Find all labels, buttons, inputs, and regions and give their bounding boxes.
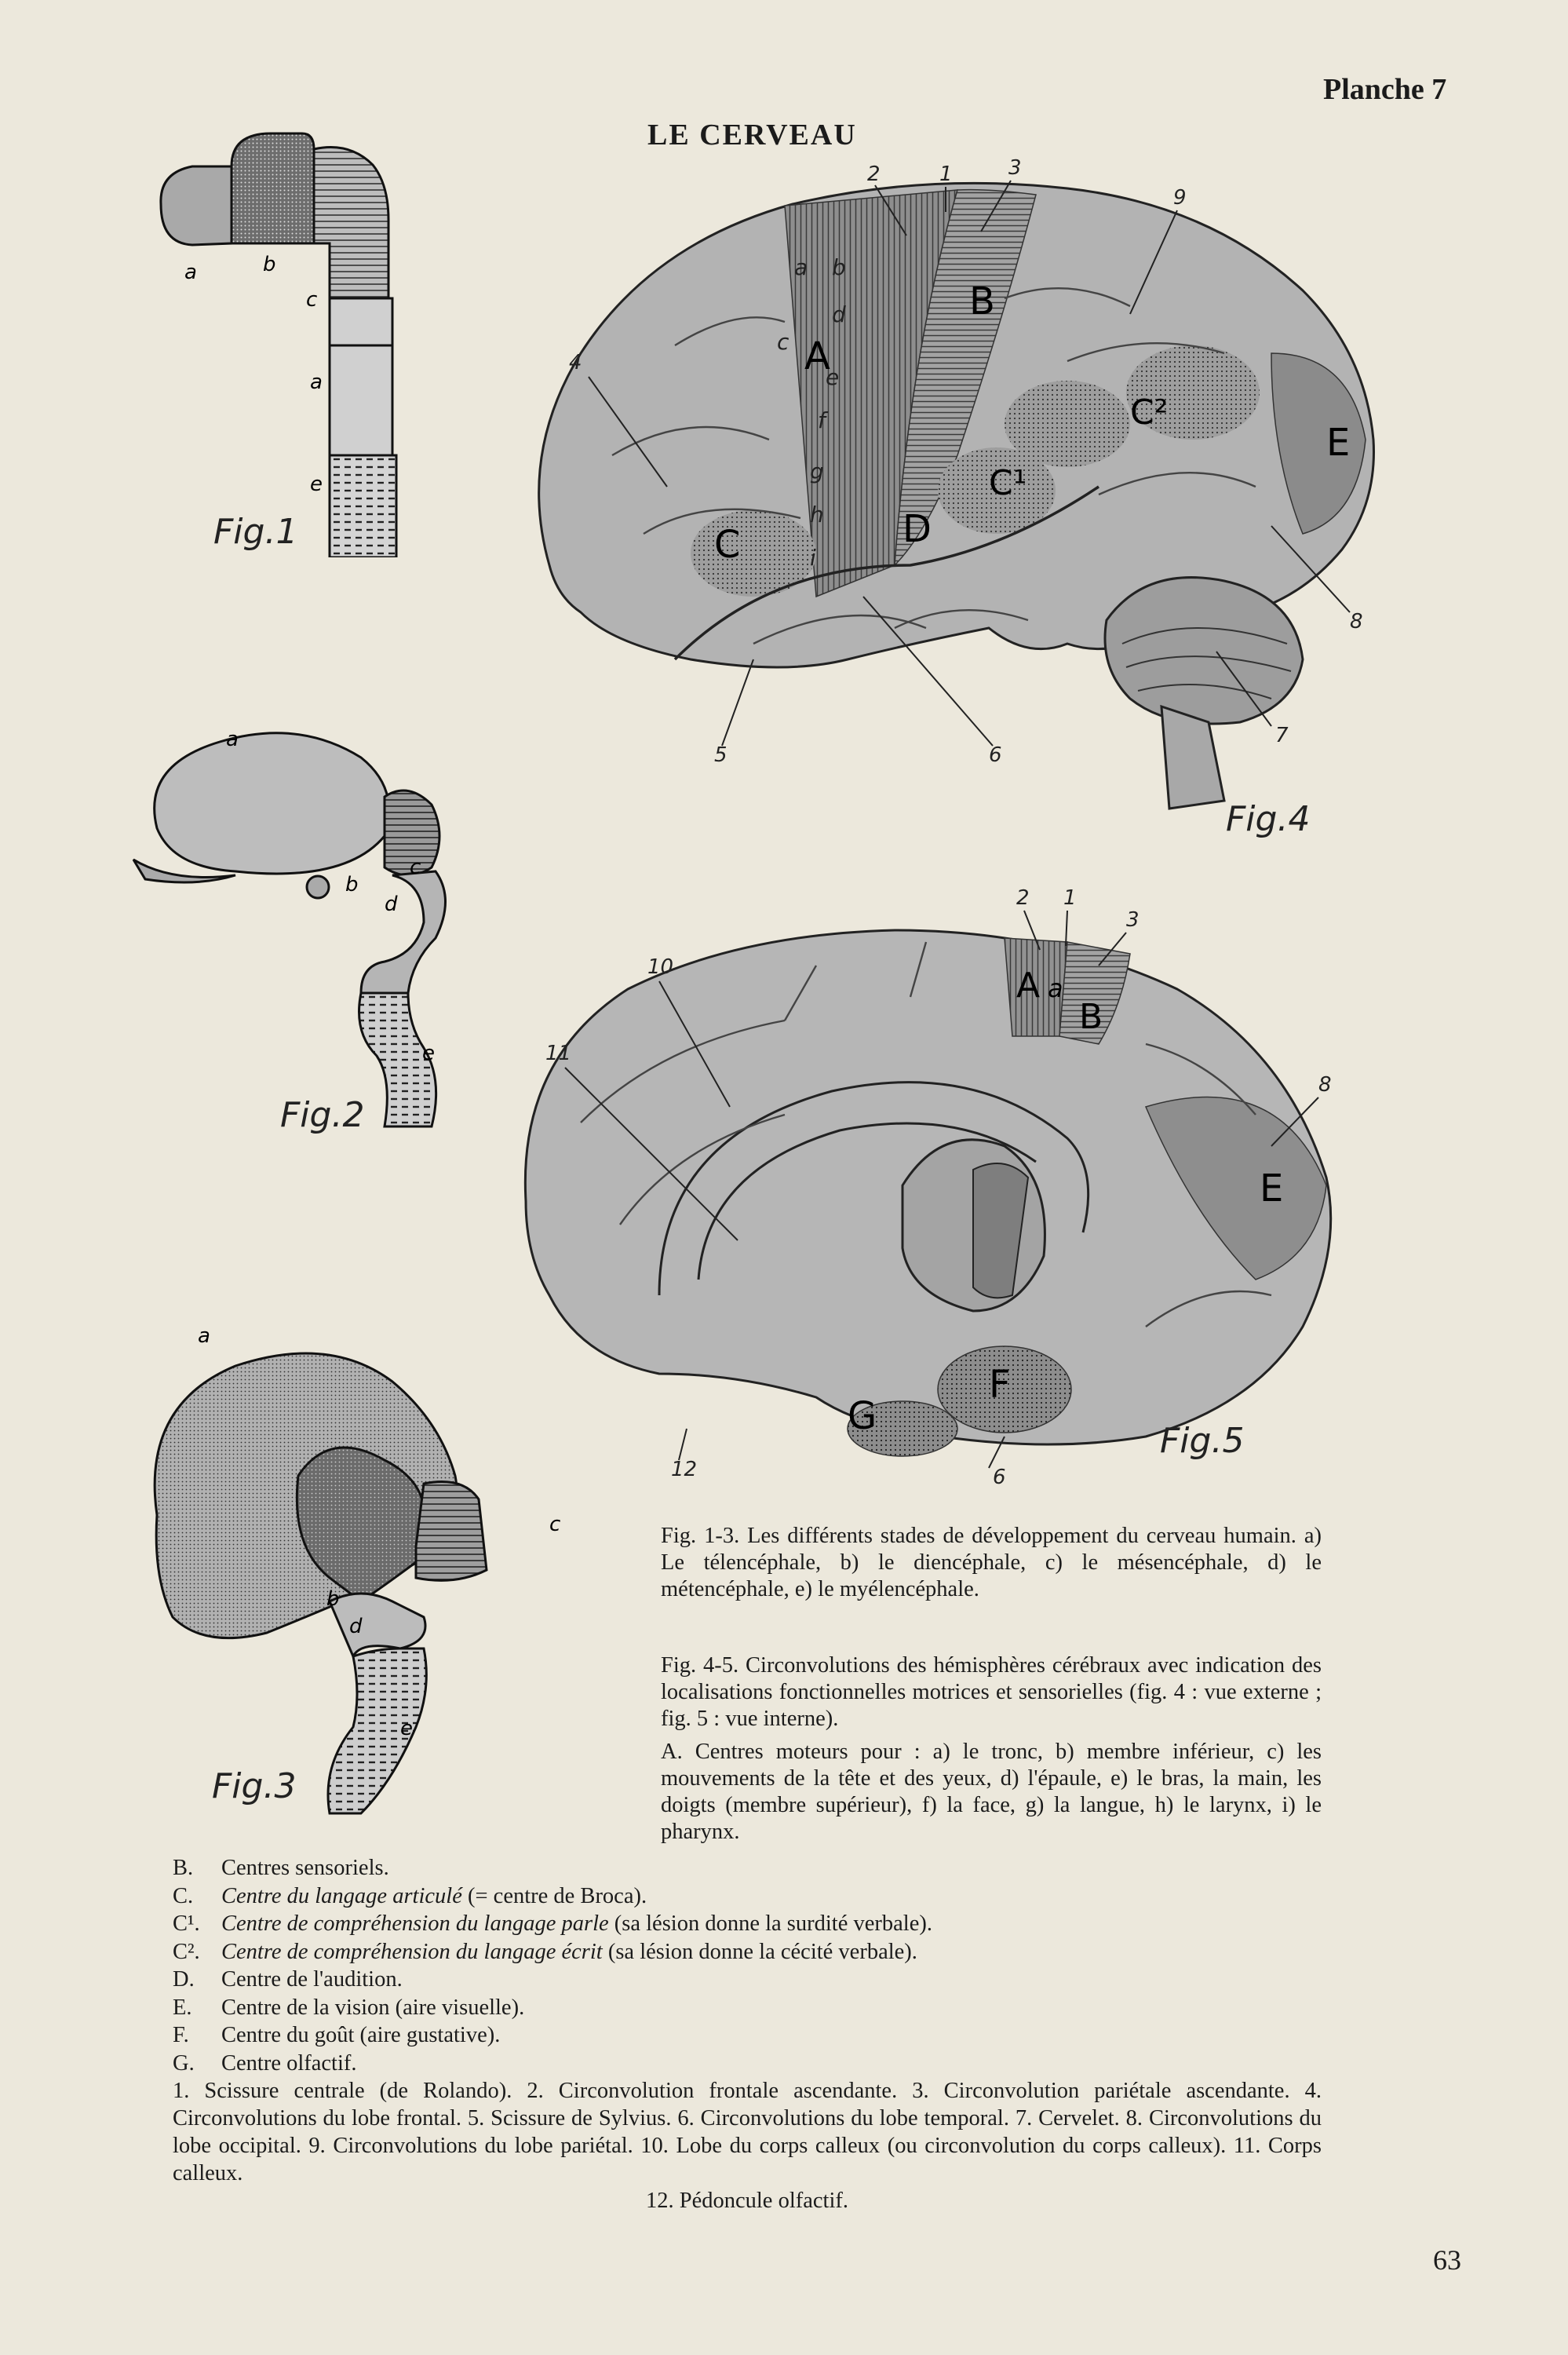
figure-2-label: Fig.2 [280, 1095, 365, 1135]
numbered-legend-last: 12. Pédoncule olfactif. [645, 2189, 848, 2213]
svg-text:i: i [810, 545, 816, 571]
legend-text: (sa lésion donne la cécité verbale). [602, 1939, 917, 1964]
legend-key: G. [173, 2050, 195, 2076]
svg-text:e: e [422, 1042, 435, 1065]
svg-text:2: 2 [867, 162, 881, 186]
svg-text:c: c [549, 1513, 561, 1536]
svg-text:3: 3 [1126, 908, 1140, 932]
svg-text:6: 6 [989, 743, 1002, 767]
legend-text: Centre olfactif. [221, 2050, 357, 2076]
legend-text: (sa lésion donne la surdité verbale). [608, 1911, 932, 1936]
figure-2-illustration [126, 703, 534, 1134]
region-legend [173, 1854, 1334, 2077]
legend-key: E. [173, 1995, 192, 2020]
svg-text:B: B [969, 279, 995, 323]
svg-text:G: G [848, 1394, 877, 1438]
svg-text:A: A [804, 334, 830, 378]
svg-text:d: d [832, 301, 846, 327]
page-number: 63 [1433, 2244, 1461, 2276]
svg-text:B: B [1079, 997, 1103, 1037]
svg-text:a: a [310, 371, 323, 394]
legend-key: C¹. [173, 1911, 200, 1936]
svg-text:D: D [903, 507, 932, 551]
legend-row-c2 [173, 1938, 1334, 1966]
figure-5-label: Fig.5 [1160, 1421, 1245, 1461]
svg-text:5: 5 [714, 743, 727, 767]
svg-text:a: a [794, 254, 808, 280]
svg-text:c: c [410, 856, 421, 879]
legend-key: C. [173, 1883, 194, 1908]
svg-text:3: 3 [1008, 157, 1022, 180]
svg-text:10: 10 [647, 955, 674, 979]
figure-3-label: Fig.3 [212, 1766, 297, 1806]
legend-key: B. [173, 1856, 194, 1880]
caption-motor-centres: A. Centres moteurs pour : a) le tronc, b) membre inférieur, c) les mouvements de la tête et des yeux, d) l'épaule, e) le bras, la main, les doigts (membre supérieur), f) la face, g) la langue, h) le larynx, i) le pharynx. [661, 1740, 1322, 1844]
legend-row-c1 [173, 1910, 1334, 1938]
legend-text: Centre du goût (aire gustative). [221, 2023, 501, 2047]
caption-fig1-3: Fig. 1-3. Les différents stades de développement du cerveau humain. a) Le télencéphale, b) le diencéphale, c) le mésencéphale, d) le métencéphale, e) le myélencéphale. [661, 1524, 1322, 1601]
svg-text:9: 9 [1173, 186, 1187, 210]
svg-text:a: a [198, 1324, 210, 1348]
svg-text:c: c [777, 329, 789, 355]
legend-row-b [173, 1854, 1334, 1882]
svg-text:12: 12 [671, 1458, 698, 1481]
svg-text:f: f [818, 407, 826, 433]
svg-text:1: 1 [939, 162, 953, 186]
svg-text:F: F [989, 1363, 1011, 1407]
legend-row-c [173, 1882, 1334, 1911]
legend-text: Centre de la vision (aire visuelle). [221, 1995, 525, 2020]
svg-text:2: 2 [1016, 887, 1030, 910]
legend-key: C². [173, 1939, 200, 1964]
svg-text:b: b [345, 873, 359, 896]
legend-key: F. [173, 2023, 189, 2047]
svg-text:e: e [310, 473, 323, 496]
svg-text:1: 1 [1063, 887, 1077, 910]
legend-italic: Centre du langage articulé [221, 1883, 462, 1908]
svg-text:e: e [826, 364, 840, 390]
figure-1-label: Fig.1 [213, 512, 298, 552]
svg-text:C²: C² [1130, 392, 1169, 433]
svg-text:E: E [1326, 421, 1351, 465]
svg-text:b: b [326, 1587, 340, 1611]
svg-text:c: c [306, 288, 318, 312]
legend-text: Centre de l'audition. [221, 1967, 403, 1992]
page-title: LE CERVEAU [647, 119, 857, 152]
legend-row-g [173, 2050, 1334, 2078]
figure-4-illustration [518, 157, 1413, 848]
svg-text:a: a [1048, 973, 1063, 1003]
svg-text:7: 7 [1275, 724, 1289, 747]
svg-text:11: 11 [545, 1042, 572, 1065]
svg-text:a: a [184, 261, 197, 284]
plate-number: Planche 7 [1323, 73, 1447, 106]
svg-text:h: h [810, 502, 824, 528]
svg-text:8: 8 [1350, 610, 1363, 633]
numbered-legend-body: 1. Scissure centrale (de Rolando). 2. Circonvolution frontale ascendante. 3. Circonvolution pariétale ascendante. 4. Circonvolutions du lobe frontal. 5. Scissure de Sylvius. 6. Circonvolutions du lobe temporal. 7. Cervelet. 8. Circonvolutions du lobe occipital. 9. Circonvolutions du lobe pariétal. 10. Lobe du corps calleux (ou circonvolution du corps calleux). 11. Corps calleux. [173, 2079, 1322, 2185]
svg-text:a: a [226, 728, 239, 751]
svg-text:A: A [1016, 966, 1041, 1006]
figure-1-illustration [145, 118, 459, 557]
legend-row-e [173, 1994, 1334, 2022]
legend-row-d [173, 1966, 1334, 1994]
svg-text:4: 4 [569, 351, 582, 374]
numbered-legend [173, 2077, 1322, 2214]
svg-text:g: g [810, 458, 824, 484]
legend-row-f [173, 2021, 1334, 2050]
svg-text:6: 6 [993, 1466, 1006, 1489]
figure-4-label: Fig.4 [1226, 799, 1311, 839]
caption-fig4-5: Fig. 4-5. Circonvolutions des hémisphères cérébraux avec indication des localisations fonctionnelles motrices et sensorielles (fig. 4 : vue externe ; fig. 5 : vue interne). [661, 1653, 1322, 1731]
svg-text:C¹: C¹ [989, 463, 1027, 503]
svg-text:b: b [832, 254, 846, 280]
legend-key: D. [173, 1967, 195, 1992]
svg-text:E: E [1260, 1167, 1284, 1210]
legend-text: (= centre de Broca). [461, 1883, 647, 1908]
svg-text:d: d [385, 893, 398, 916]
svg-text:e: e [400, 1717, 413, 1740]
legend-italic: Centre de compréhension du langage écrit [221, 1939, 603, 1964]
svg-text:C: C [714, 523, 741, 567]
svg-text:8: 8 [1318, 1073, 1332, 1097]
legend-italic: Centre de compréhension du langage parle [221, 1911, 609, 1936]
svg-text:b: b [263, 253, 276, 276]
legend-text: Centres sensoriels. [221, 1856, 389, 1880]
figure-5-illustration [502, 887, 1366, 1499]
svg-text:d: d [349, 1615, 363, 1638]
